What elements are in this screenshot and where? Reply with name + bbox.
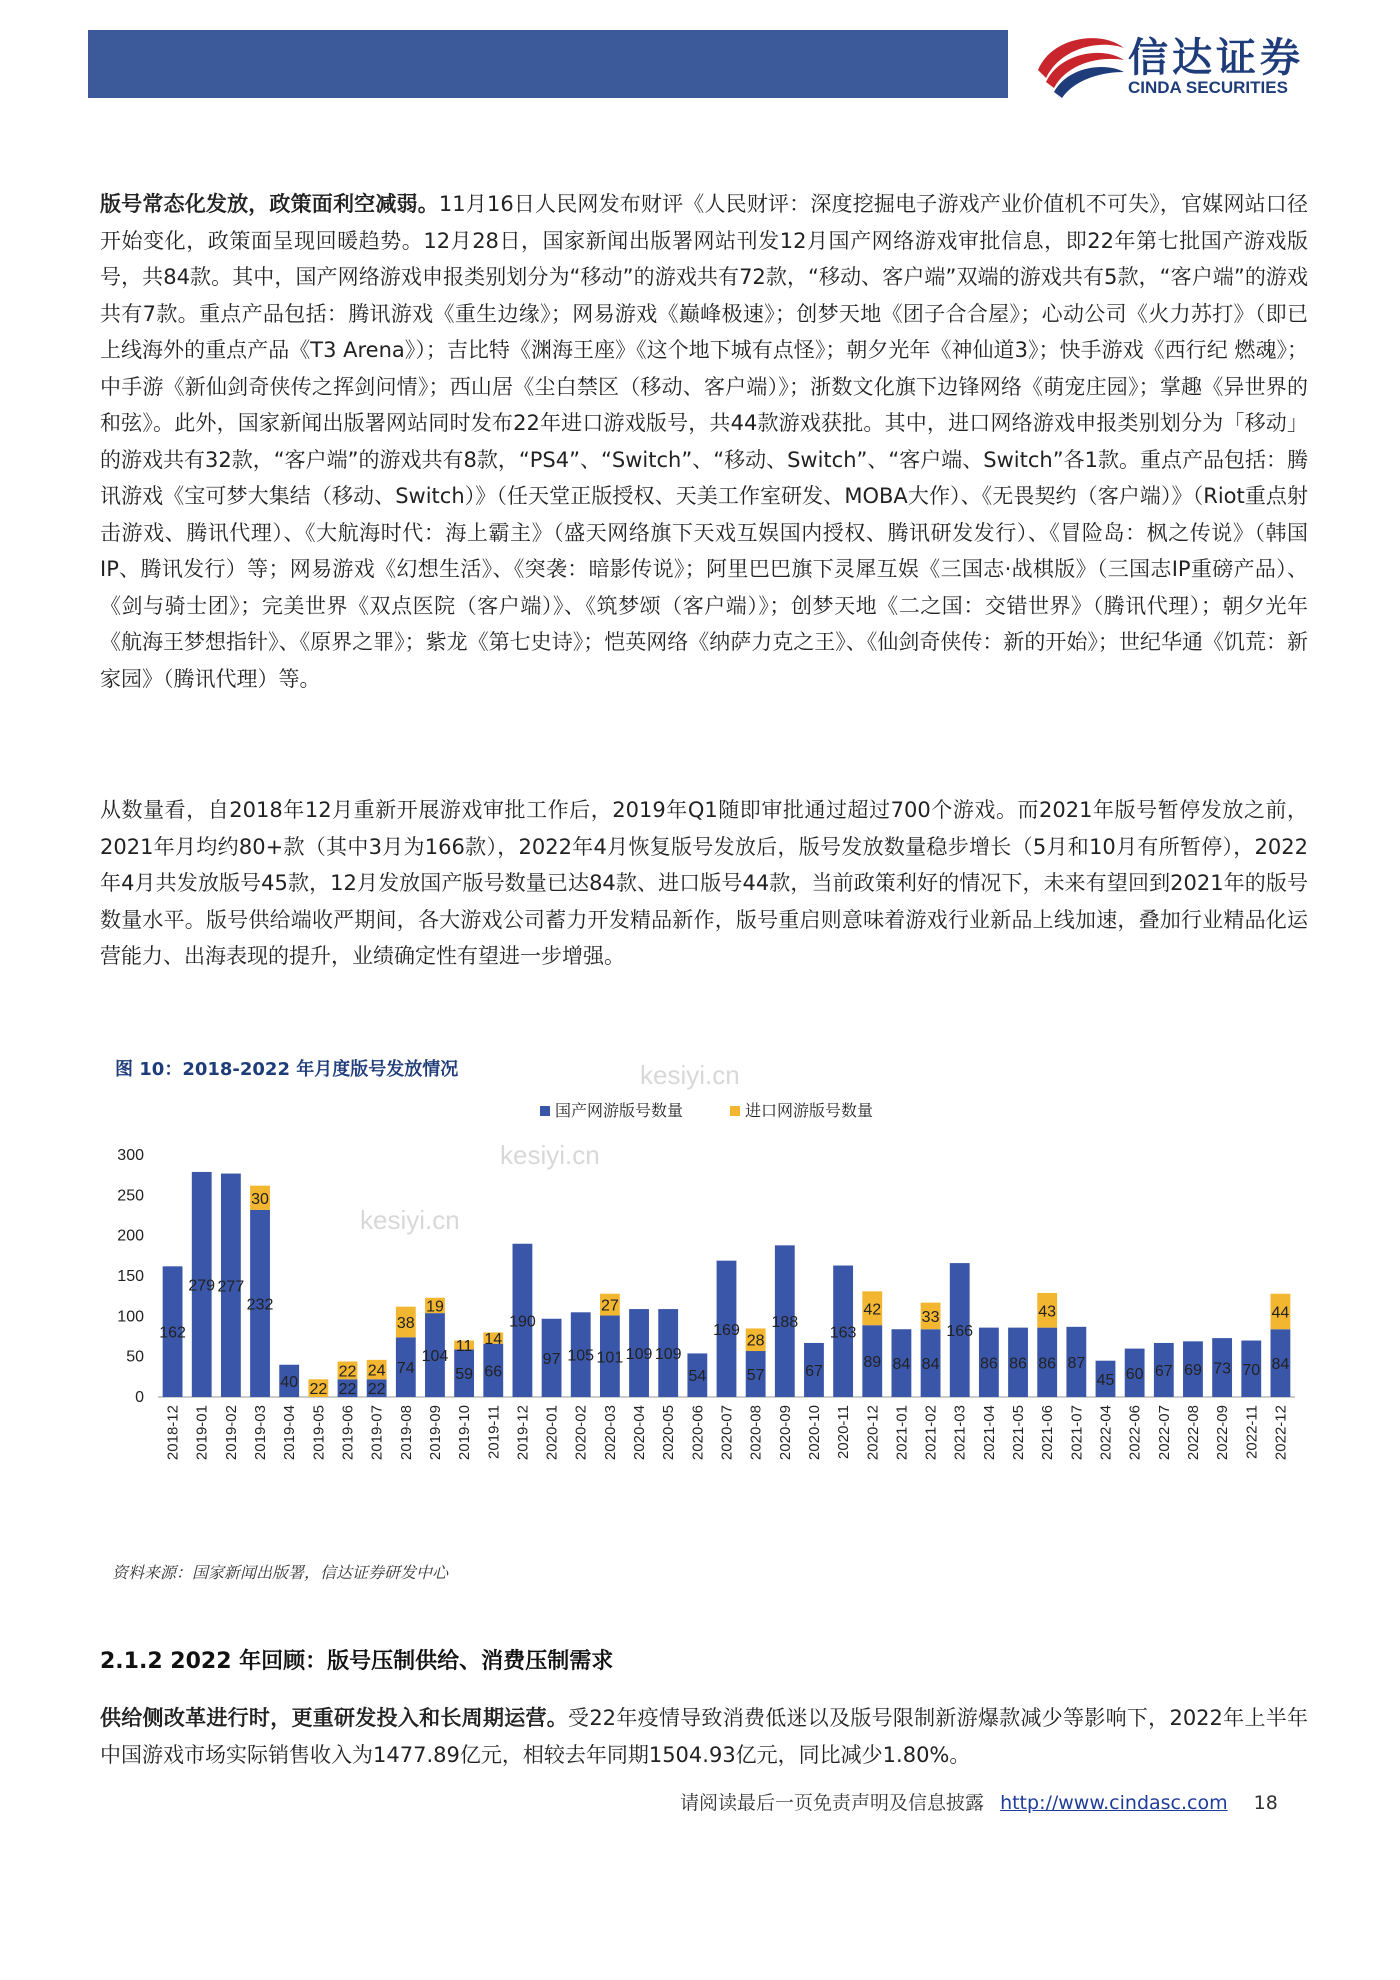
bar-label-domestic: 166 xyxy=(946,1323,974,1341)
legend-swatch xyxy=(540,1106,550,1116)
watermark-text: kesiyi.cn xyxy=(500,1140,600,1170)
x-tick-label: 2021-02 xyxy=(922,1405,940,1461)
x-tick-label: 2019-04 xyxy=(281,1405,299,1461)
bar-label-domestic: 22 xyxy=(367,1381,386,1399)
paragraph-quantity xyxy=(100,792,1308,975)
paragraph-supply xyxy=(100,1700,1308,1773)
y-tick-label: 200 xyxy=(117,1227,144,1245)
logo-swoosh-icon xyxy=(1032,26,1128,106)
x-tick-label: 2019-02 xyxy=(222,1405,240,1461)
bar-label-domestic: 59 xyxy=(455,1366,474,1384)
bar-label-domestic: 105 xyxy=(567,1347,595,1365)
bar-label-domestic: 69 xyxy=(1184,1362,1202,1380)
x-tick-label: 2020-08 xyxy=(747,1405,765,1461)
x-tick-label: 2020-03 xyxy=(601,1405,619,1461)
legend-label: 国产网游版号数量 xyxy=(555,1103,684,1120)
x-tick-label: 2019-06 xyxy=(339,1405,357,1461)
bar-label-domestic: 67 xyxy=(805,1362,823,1380)
bar-label-imported: 19 xyxy=(426,1298,444,1316)
bar-label-imported: 43 xyxy=(1038,1303,1057,1321)
bar-label-domestic: 73 xyxy=(1213,1360,1232,1378)
x-tick-label: 2021-06 xyxy=(1039,1405,1057,1461)
x-tick-label: 2021-04 xyxy=(980,1405,998,1461)
bar-label-imported: 42 xyxy=(863,1301,882,1319)
x-tick-label: 2022-06 xyxy=(1126,1405,1144,1461)
x-tick-label: 2021-01 xyxy=(893,1405,911,1461)
bar-label-domestic: 57 xyxy=(746,1367,765,1385)
bar-label-domestic: 190 xyxy=(509,1313,536,1331)
bar-label-imported: 33 xyxy=(921,1308,940,1326)
bar-label-domestic: 277 xyxy=(217,1278,245,1296)
bar-label-imported: 44 xyxy=(1271,1304,1290,1322)
bar-label-domestic: 101 xyxy=(596,1349,624,1367)
bar-label-domestic: 87 xyxy=(1067,1354,1086,1372)
paragraph-lead: 供给侧改革进行时，更重研发投入和长周期运营。 xyxy=(100,1706,569,1730)
bar-label-domestic: 86 xyxy=(1038,1355,1057,1373)
x-tick-label: 2022-08 xyxy=(1184,1405,1202,1461)
bar-label-domestic: 109 xyxy=(654,1346,682,1364)
bar-label-imported: 14 xyxy=(484,1331,503,1349)
legend-swatch xyxy=(730,1106,740,1116)
bar-label-domestic: 74 xyxy=(396,1360,415,1378)
bar-label-imported: 22 xyxy=(309,1381,328,1399)
x-tick-label: 2021-03 xyxy=(951,1405,969,1461)
bar-label-domestic: 22 xyxy=(338,1381,357,1399)
bar-label-domestic: 54 xyxy=(688,1368,707,1386)
bar-label-domestic: 109 xyxy=(625,1346,653,1364)
bar-label-domestic: 104 xyxy=(421,1348,449,1366)
x-tick-label: 2019-03 xyxy=(252,1405,270,1461)
x-tick-label: 2019-07 xyxy=(368,1405,386,1461)
logo-cn: 信达证券 xyxy=(1128,35,1304,81)
x-tick-label: 2019-11 xyxy=(485,1405,503,1459)
x-tick-label: 2019-01 xyxy=(193,1405,211,1461)
bar-label-imported: 30 xyxy=(251,1190,269,1208)
bar-label-domestic: 86 xyxy=(979,1355,998,1373)
bar-label-domestic: 40 xyxy=(280,1373,299,1391)
x-tick-label: 2022-09 xyxy=(1214,1405,1232,1461)
x-tick-label: 2019-12 xyxy=(514,1405,532,1461)
bar-label-domestic: 232 xyxy=(246,1296,274,1314)
bar-label-domestic: 45 xyxy=(1096,1371,1115,1389)
x-tick-label: 2020-06 xyxy=(689,1405,707,1461)
paragraph-lead: 版号常态化发放，政策面利空减弱。 xyxy=(100,192,439,216)
bar-label-domestic: 70 xyxy=(1242,1361,1261,1379)
x-tick-label: 2021-05 xyxy=(1010,1405,1028,1461)
bar-label-domestic: 66 xyxy=(484,1363,503,1381)
bar-label-domestic: 89 xyxy=(863,1354,882,1372)
bar-label-imported: 22 xyxy=(338,1363,357,1381)
bar-label-domestic: 97 xyxy=(542,1350,561,1368)
x-tick-label: 2019-08 xyxy=(397,1405,415,1461)
x-tick-label: 2020-04 xyxy=(631,1405,649,1461)
paragraph-body: 受22年疫情导致消费低迷以及版号限制新游爆款减少等影响下，2022年上半年中国游戏市场实际销售收入为1477.89亿元，相较去年同期1504.93亿元，同比减少1.80%。 xyxy=(100,1706,1308,1767)
footer-link[interactable]: http://www.cindasc.com xyxy=(1000,1792,1228,1814)
figure-source: 资料来源：国家新闻出版署，信达证券研发中心 xyxy=(112,1563,449,1582)
x-tick-label: 2019-10 xyxy=(456,1405,474,1461)
figure-title: 图 10：2018-2022 年月度版号发放情况 xyxy=(115,1059,459,1080)
bar-label-domestic: 84 xyxy=(892,1356,911,1374)
bar-label-domestic: 279 xyxy=(188,1277,216,1295)
x-tick-label: 2019-09 xyxy=(426,1405,444,1461)
license-bar-chart xyxy=(100,1085,1310,1555)
paragraph-body: 11月16日人民网发布财评《人民财评：深度挖掘电子游戏产业价值机不可失》，官媒网站口径开始变化，政策面呈现回暖趋势。12月28日，国家新闻出版署网站刊发12月国产网络游戏审批信息，即22年第七批国产游戏版号，共84款。其中，国产网络游戏申报类别划分为“移动”的游戏共有72款，“移动、客户端”双端的游戏共有5款，“客户端”的游戏共有7款。重点产品包括：腾讯游戏《重生边缘》；网易游戏《巅峰极速》；创梦天地《团子合合屋》；心动公司《火力苏打》（即已上线海外的重点产品《T3 Arena》）；吉比特《渊海王座》《这个地下城有点怪》；朝夕光年《神仙道3》；快手游戏《西行纪 燃魂》；中手游《新仙剑奇侠传之挥剑问情》；西山居《尘白禁区（移动、客户端）》；浙数文化旗下边锋网络《萌宠庄园》；掌趣《异世界的和弦》。此外，国家新闻出版署网站同时发布22年进口游戏版号，共44款游戏获批。其中，进口网络游戏申报类别划分为「移动」的游戏共有32款，“客户端”的游戏共有8款，“PS4”、“Switch”、“移动、Switch”、“客户端、Switch”各1款。重点产品包括：腾讯游戏《宝可梦大集结（移动、Switch）》（任天堂正版授权、天美工作室研发、MOBA大作）、《无畏契约（客户端）》（Riot重点射击游戏、腾讯代理）、《大航海时代：海上霸主》（盛天网络旗下天戏互娱国内授权、腾讯研发发行）、《冒险岛：枫之传说》（韩国IP、腾讯发行）等；网易游戏《幻想生活》、《突袭：暗影传说》；阿里巴巴旗下灵犀互娱《三国志·战棋版》（三国志IP重磅产品）、《剑与骑士团》；完美世界《双点医院（客户端）》、《筑梦颂（客户端）》；创梦天地《二之国：交错世界》（腾讯代理）；朝夕光年《航海王梦想指针》、《原界之罪》；紫龙《第七史诗》；恺英网络《纳萨力克之王》、《仙剑奇侠传：新的开始》；世纪华通《饥荒：新家园》（腾讯代理）等。 xyxy=(100,192,1308,691)
bar-label-imported: 27 xyxy=(600,1297,619,1315)
logo-en: CINDA SECURITIES xyxy=(1128,78,1288,97)
footer-disclaimer: 请阅读最后一页免责声明及信息披露 xyxy=(680,1792,985,1814)
legend-label: 进口网游版号数量 xyxy=(745,1103,874,1120)
y-tick-label: 150 xyxy=(117,1268,144,1285)
x-tick-label: 2020-07 xyxy=(718,1405,736,1461)
bar-label-domestic: 162 xyxy=(159,1324,186,1342)
header-bar xyxy=(88,30,1008,98)
x-tick-label: 2020-01 xyxy=(543,1405,561,1461)
bar-label-domestic: 60 xyxy=(1125,1365,1144,1383)
y-tick-label: 50 xyxy=(126,1348,144,1366)
brand-logo xyxy=(1032,26,1372,106)
watermark-text: kesiyi.cn xyxy=(360,1205,460,1235)
y-tick-label: 0 xyxy=(135,1389,144,1406)
bar-label-imported: 11 xyxy=(455,1337,473,1355)
x-tick-label: 2020-11 xyxy=(835,1405,853,1459)
bar-label-domestic: 169 xyxy=(713,1321,740,1339)
page-footer xyxy=(680,1788,1278,1815)
bar-label-imported: 38 xyxy=(396,1314,415,1332)
bar-label-domestic: 86 xyxy=(1009,1355,1027,1373)
x-tick-label: 2018-12 xyxy=(164,1405,182,1461)
bar-label-domestic: 67 xyxy=(1154,1362,1173,1380)
x-tick-label: 2022-12 xyxy=(1272,1405,1290,1461)
x-tick-label: 2022-07 xyxy=(1155,1405,1173,1461)
x-tick-label: 2020-09 xyxy=(776,1405,794,1461)
x-tick-label: 2021-07 xyxy=(1068,1405,1086,1461)
paragraph-body: 从数量看，自2018年12月重新开展游戏审批工作后，2019年Q1随即审批通过超过700个游戏。而2021年版号暂停发放之前，2021年月均约80+款（其中3月为166款），2022年4月恢复版号发放后，版号发放数量稳步增长（5月和10月有所暂停），2022年4月共发放版号45款，12月发放国产版号数量已达84款、进口版号44款，当前政策利好的情况下，未来有望回到2021年的版号数量水平。版号供给端收严期间，各大游戏公司蓄力开发精品新作，版号重启则意味着游戏行业新品上线加速，叠加行业精品化运营能力、出海表现的提升，业绩确定性有望进一步增强。 xyxy=(100,798,1308,968)
bar-label-domestic: 163 xyxy=(829,1324,857,1342)
y-tick-label: 300 xyxy=(117,1147,144,1164)
bar-label-imported: 28 xyxy=(746,1332,765,1350)
x-tick-label: 2020-12 xyxy=(864,1405,882,1461)
bar-label-domestic: 188 xyxy=(771,1314,799,1332)
bar-label-domestic: 84 xyxy=(1271,1356,1290,1374)
x-tick-label: 2020-02 xyxy=(572,1405,590,1461)
watermark-text: kesiyi.cn xyxy=(640,1060,740,1090)
bar-label-domestic: 84 xyxy=(921,1356,940,1374)
bar-label-imported: 24 xyxy=(367,1362,386,1380)
x-tick-label: 2020-10 xyxy=(805,1405,823,1461)
paragraph-policy xyxy=(100,186,1308,697)
section-title: 2.1.2 2022 年回顾：版号压制供给、消费压制需求 xyxy=(100,1649,614,1674)
x-tick-label: 2019-05 xyxy=(310,1405,328,1461)
x-tick-label: 2022-04 xyxy=(1097,1405,1115,1461)
x-tick-label: 2022-11 xyxy=(1243,1405,1261,1459)
y-tick-label: 250 xyxy=(117,1187,144,1205)
page-number: 18 xyxy=(1253,1792,1278,1814)
y-tick-label: 100 xyxy=(117,1308,144,1326)
x-tick-label: 2020-05 xyxy=(660,1405,678,1461)
